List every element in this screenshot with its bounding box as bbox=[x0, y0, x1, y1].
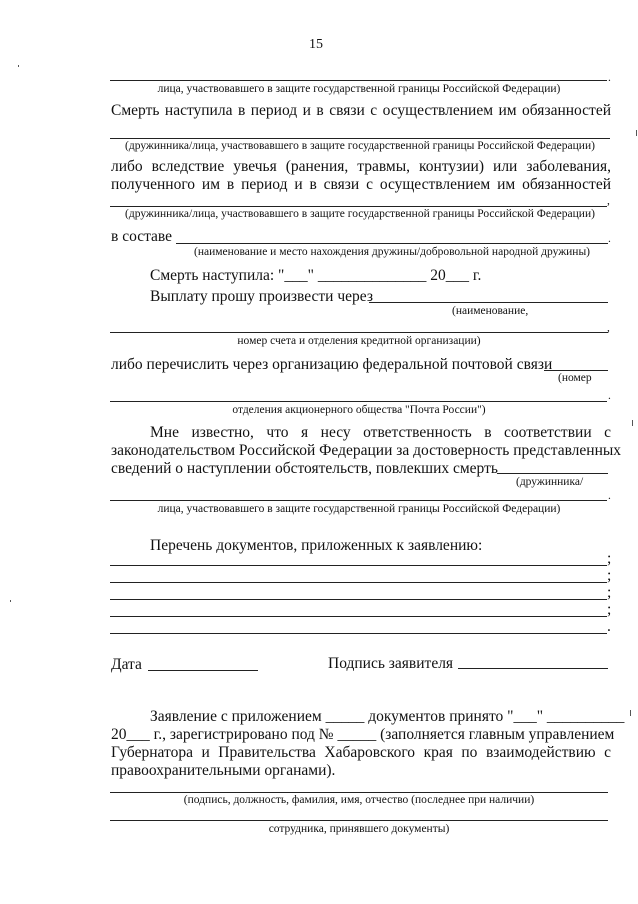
caption: сотрудника, принявшего документы) bbox=[268, 823, 450, 835]
doc-line bbox=[110, 565, 607, 566]
caption: отделения акционерного общества "Почта России") bbox=[232, 404, 486, 416]
paragraph-text: 20___ г., зарегистрировано под № _____ (заполняется главным управлением bbox=[111, 726, 615, 743]
scan-mark bbox=[630, 710, 631, 716]
docs-label: Перечень документов, приложенных к заявлению: bbox=[150, 537, 483, 554]
paragraph-text: полученного им в период и в связи с осуществлением им обязанностей bbox=[111, 176, 611, 193]
fill-line bbox=[110, 792, 608, 793]
caption: (наименование, bbox=[452, 305, 529, 317]
fill-line bbox=[544, 370, 608, 371]
line-end-comma: , bbox=[607, 322, 610, 334]
line-end-dot: . bbox=[608, 233, 611, 245]
doc-line-end: ; bbox=[607, 584, 612, 601]
fill-line bbox=[110, 401, 607, 402]
doc-line bbox=[110, 616, 607, 617]
line-end-dot: . bbox=[608, 390, 611, 402]
paragraph-text: правоохранительными органами). bbox=[111, 762, 336, 779]
line-end-dot: . bbox=[608, 490, 611, 502]
paragraph-text: Смерть наступила в период и в связи с осуществлением им обязанностей bbox=[111, 102, 611, 119]
line-end-dot: . bbox=[608, 72, 611, 84]
doc-line-end: . bbox=[607, 618, 611, 635]
doc-line-end: ; bbox=[607, 567, 612, 584]
caption: (дружинника/ bbox=[516, 476, 584, 488]
doc-line-end: ; bbox=[607, 550, 612, 567]
scan-mark bbox=[632, 420, 633, 426]
caption: (дружинника/лица, участвовавшего в защите государственной границы Российской Федерации) bbox=[125, 208, 595, 220]
signature-line bbox=[458, 668, 608, 669]
paragraph-text: законодательством Российской Федерации за достоверность представленных bbox=[111, 442, 622, 459]
death-date-label: Смерть наступила: "___" ______________ 20___ г. bbox=[150, 267, 482, 284]
scan-mark bbox=[18, 65, 19, 67]
scan-mark bbox=[636, 130, 637, 136]
caption: (подпись, должность, фамилия, имя, отчество (последнее при наличии) bbox=[183, 794, 535, 806]
fill-line bbox=[110, 80, 607, 81]
paragraph-text: Заявление с приложением _____ документов принято "___" __________ bbox=[150, 708, 625, 725]
caption: (дружинника/лица, участвовавшего в защите государственной границы Российской Федерации) bbox=[125, 140, 595, 152]
fill-line bbox=[110, 332, 608, 333]
page-number: 15 bbox=[309, 37, 323, 52]
caption: номер счета и отделения кредитной организации) bbox=[237, 335, 481, 347]
fill-line bbox=[110, 820, 608, 821]
paragraph-text: сведений о наступлении обстоятельств, повлекших смерть bbox=[111, 460, 498, 477]
in-staff-label: в составе bbox=[111, 228, 173, 245]
fill-line bbox=[176, 243, 608, 244]
doc-line-end: ; bbox=[607, 601, 612, 618]
fill-line bbox=[110, 206, 607, 207]
caption: лица, участвовавшего в защите государственной границы Российской Федерации) bbox=[157, 83, 561, 95]
fill-line bbox=[369, 302, 608, 303]
date-line bbox=[148, 670, 258, 671]
signature-label: Подпись заявителя bbox=[328, 655, 454, 672]
scan-mark bbox=[10, 600, 11, 602]
caption: (номер bbox=[558, 372, 592, 384]
line-end-comma: , bbox=[607, 195, 610, 207]
payment-label: Выплату прошу произвести через bbox=[150, 288, 373, 305]
paragraph-text: либо вследствие увечья (ранения, травмы, контузии) или заболевания, bbox=[111, 158, 611, 175]
doc-line bbox=[110, 599, 607, 600]
fill-line bbox=[110, 138, 610, 139]
paragraph-text: Мне известно, что я несу ответственность в соответствии с bbox=[150, 424, 611, 441]
postal-label: либо перечислить через организацию федеральной почтовой связи bbox=[111, 356, 553, 373]
caption: (наименование и место нахождения дружины/добровольной народной дружины) bbox=[193, 246, 591, 258]
paragraph-text: Губернатора и Правительства Хабаровского края по взаимодействию с bbox=[111, 744, 611, 761]
fill-line bbox=[110, 500, 607, 501]
date-label: Дата bbox=[111, 656, 142, 673]
doc-line bbox=[110, 633, 607, 634]
fill-line bbox=[497, 473, 608, 474]
doc-line bbox=[110, 582, 607, 583]
caption: лица, участвовавшего в защите государственной границы Российской Федерации) bbox=[157, 503, 561, 515]
